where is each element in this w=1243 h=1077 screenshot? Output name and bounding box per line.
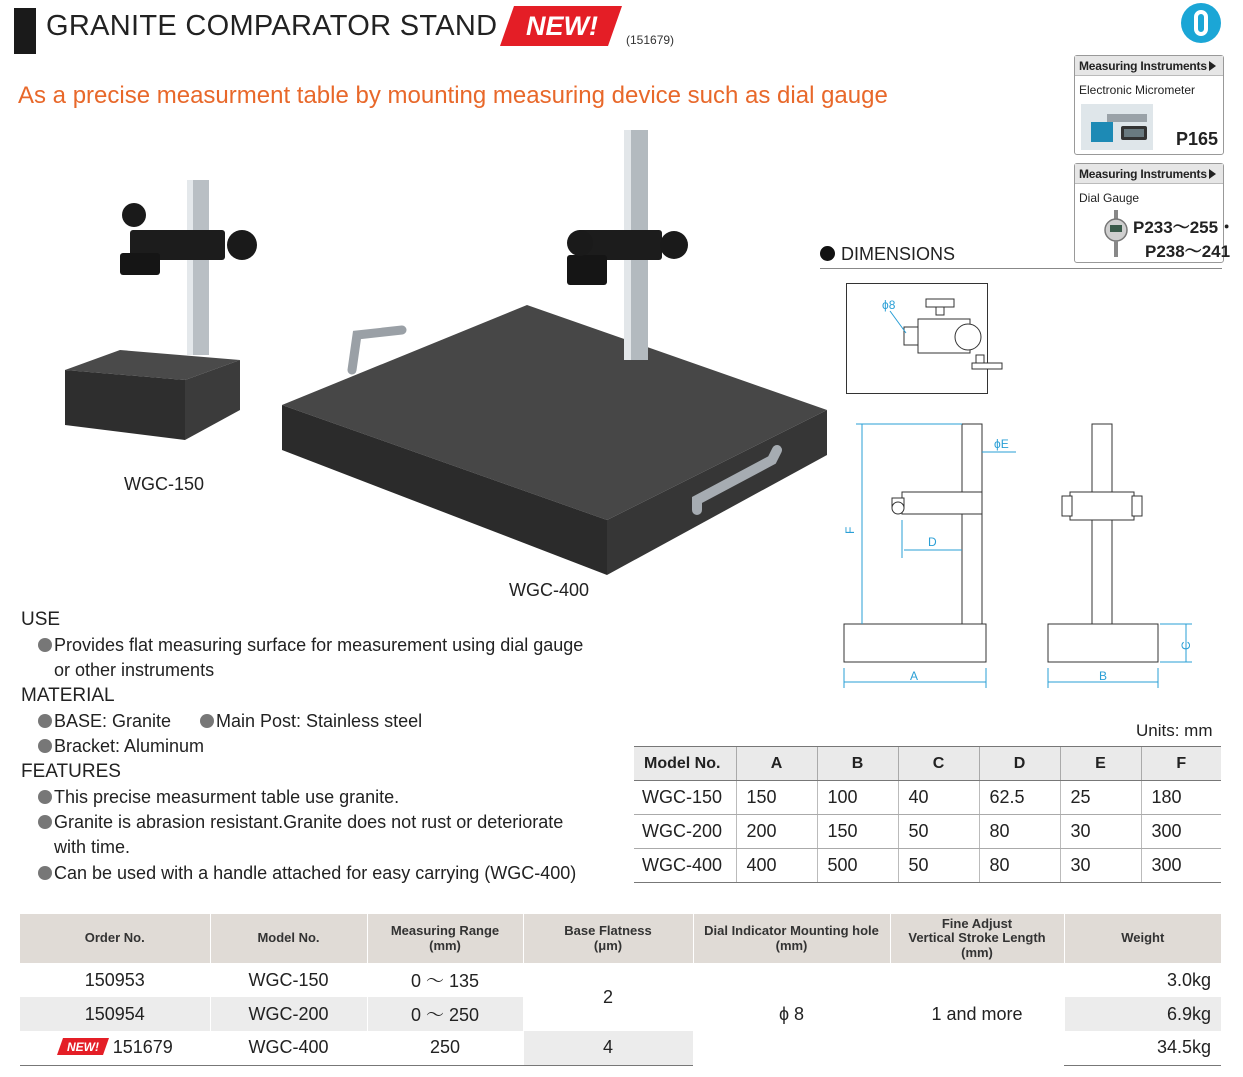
play-arrow-icon bbox=[1209, 61, 1216, 71]
svg-text:F: F bbox=[843, 526, 857, 534]
col-header-range: Measuring Range (mm) bbox=[367, 914, 523, 963]
ref-card-heading: Measuring Instruments bbox=[1075, 56, 1223, 76]
use-heading: USE bbox=[21, 609, 61, 630]
table-cell: 300 bbox=[1141, 815, 1221, 849]
order-number: 150953 bbox=[20, 963, 210, 997]
ref-card-name: Dial Gauge bbox=[1079, 191, 1140, 205]
svg-text:ϕ8: ϕ8 bbox=[882, 298, 896, 312]
model-number: WGC-150 bbox=[210, 963, 367, 997]
page-subtitle: As a precise measurment table by mounting measuring device such as dial gauge bbox=[18, 82, 888, 109]
table-cell: 30 bbox=[1060, 849, 1141, 883]
col-header-f: F bbox=[1141, 747, 1221, 781]
table-cell: 40 bbox=[898, 781, 979, 815]
col-header-model: Model No. bbox=[634, 747, 736, 781]
product-label-wgc400: WGC-400 bbox=[509, 580, 590, 600]
play-arrow-icon bbox=[1209, 169, 1216, 179]
col-header-a: A bbox=[736, 747, 817, 781]
model-number: WGC-200 bbox=[210, 997, 367, 1031]
feature-item: Granite is abrasion resistant.Granite does not rust or deteriorate bbox=[38, 812, 563, 833]
feature-item: Can be used with a handle attached for easy carrying (WGC-400) bbox=[38, 863, 576, 884]
features-heading: FEATURES bbox=[21, 761, 121, 782]
col-header-d: D bbox=[979, 747, 1060, 781]
dimension-diagram-front bbox=[838, 418, 1009, 693]
col-header-b: B bbox=[817, 747, 898, 781]
table-cell: 100 bbox=[817, 781, 898, 815]
order-number-cell bbox=[20, 1031, 210, 1065]
table-cell: WGC-150 bbox=[634, 781, 736, 815]
table-cell: 80 bbox=[979, 849, 1060, 883]
weight: 6.9kg bbox=[1064, 997, 1221, 1031]
mounting-hole: ϕ 8 bbox=[693, 963, 890, 1065]
weight: 3.0kg bbox=[1064, 963, 1221, 997]
material-base: BASE: Granite bbox=[38, 711, 171, 732]
ref-card-page: P165 bbox=[1176, 129, 1219, 149]
order-table bbox=[20, 914, 1221, 1066]
table-cell: 400 bbox=[736, 849, 817, 883]
table-header-row bbox=[20, 914, 1221, 963]
table-cell: 200 bbox=[736, 815, 817, 849]
bullet-icon bbox=[38, 638, 52, 652]
micrometer-icon bbox=[1081, 104, 1153, 150]
bullet-icon bbox=[38, 866, 52, 880]
units-label: Units: mm bbox=[1136, 721, 1213, 740]
order-ref: (151679) bbox=[626, 33, 675, 47]
svg-text:A: A bbox=[910, 669, 919, 683]
table-cell: WGC-200 bbox=[634, 815, 736, 849]
use-line-cont: or other instruments bbox=[54, 660, 215, 680]
table-cell: 50 bbox=[898, 815, 979, 849]
bullet-icon bbox=[38, 714, 52, 728]
ref-card-name: Electronic Micrometer bbox=[1079, 83, 1196, 97]
new-badge-small bbox=[57, 1038, 109, 1055]
measuring-range: 0 ～ 135 bbox=[367, 963, 523, 997]
table-cell: 25 bbox=[1060, 781, 1141, 815]
svg-text:C: C bbox=[1179, 641, 1193, 650]
product-image-wgc400 bbox=[282, 125, 827, 580]
title-accent-bar bbox=[14, 8, 36, 54]
bullet-icon bbox=[38, 739, 52, 753]
dimension-table bbox=[634, 746, 1221, 883]
svg-text:B: B bbox=[1099, 669, 1108, 683]
product-label-wgc150: WGC-150 bbox=[124, 474, 205, 494]
use-line: Provides flat measuring surface for measurement using dial gauge bbox=[38, 635, 583, 656]
dimensions-heading: DIMENSIONS bbox=[820, 244, 955, 265]
col-header-model: Model No. bbox=[210, 914, 367, 963]
col-header-order: Order No. bbox=[20, 914, 210, 963]
weight: 34.5kg bbox=[1064, 1031, 1221, 1065]
table-cell: WGC-400 bbox=[634, 849, 736, 883]
bullet-icon bbox=[38, 815, 52, 829]
svg-text:ϕE: ϕE bbox=[994, 437, 1009, 451]
table-row bbox=[634, 815, 1221, 849]
col-header-stroke: Fine Adjust Vertical Stroke Length (mm) bbox=[890, 914, 1064, 963]
svg-text:NEW!: NEW! bbox=[66, 1040, 99, 1055]
ref-card-heading: Measuring Instruments bbox=[1075, 164, 1223, 184]
col-header-flatness: Base Flatness (μm) bbox=[523, 914, 693, 963]
feature-item-cont: with time. bbox=[54, 837, 131, 857]
table-cell: 62.5 bbox=[979, 781, 1060, 815]
dimensions-rule bbox=[820, 268, 1222, 269]
table-cell: 150 bbox=[817, 815, 898, 849]
col-header-hole: Dial Indicator Mounting hole (mm) bbox=[693, 914, 890, 963]
dimension-diagram-side bbox=[1044, 418, 1222, 693]
table-cell: 30 bbox=[1060, 815, 1141, 849]
order-number: 150954 bbox=[20, 997, 210, 1031]
table-cell: 80 bbox=[979, 815, 1060, 849]
ref-card-page-line1: P233～255・ bbox=[1133, 218, 1236, 237]
ref-card-micrometer[interactable] bbox=[1074, 55, 1224, 155]
page-title: GRANITE COMPARATOR STAND bbox=[46, 10, 498, 42]
col-header-weight: Weight bbox=[1064, 914, 1221, 963]
base-flatness: 2 bbox=[523, 963, 693, 1031]
table-cell: 150 bbox=[736, 781, 817, 815]
feature-item: This precise measurment table use granite. bbox=[38, 787, 399, 808]
dimension-diagram-top bbox=[846, 283, 988, 394]
measuring-range: 250 bbox=[367, 1031, 523, 1065]
dial-gauge-icon bbox=[1103, 210, 1129, 260]
measuring-range: 0 ～ 250 bbox=[367, 997, 523, 1031]
table-header-row bbox=[634, 747, 1221, 781]
ref-card-dial-gauge[interactable] bbox=[1074, 163, 1236, 263]
table-cell: 300 bbox=[1141, 849, 1221, 883]
table-row bbox=[634, 781, 1221, 815]
order-number: 151679 bbox=[112, 1037, 173, 1058]
table-cell: 50 bbox=[898, 849, 979, 883]
bullet-icon bbox=[200, 714, 214, 728]
bullet-icon bbox=[820, 246, 835, 261]
svg-text:NEW!: NEW! bbox=[526, 11, 598, 41]
model-number: WGC-400 bbox=[210, 1031, 367, 1065]
table-cell: 180 bbox=[1141, 781, 1221, 815]
bullet-icon bbox=[38, 790, 52, 804]
material-bracket: Bracket: Aluminum bbox=[38, 736, 204, 757]
col-header-e: E bbox=[1060, 747, 1141, 781]
col-header-c: C bbox=[898, 747, 979, 781]
ref-card-page-line2: P238～241 bbox=[1145, 242, 1231, 261]
brand-logo-mark bbox=[1194, 10, 1208, 36]
svg-text:D: D bbox=[928, 535, 937, 549]
table-row bbox=[634, 849, 1221, 883]
table-row bbox=[20, 963, 1221, 997]
material-heading: MATERIAL bbox=[21, 685, 115, 706]
stroke-length: 1 and more bbox=[890, 963, 1064, 1065]
table-cell: 500 bbox=[817, 849, 898, 883]
material-post: Main Post: Stainless steel bbox=[200, 711, 422, 732]
product-image-wgc150 bbox=[60, 175, 260, 445]
base-flatness: 4 bbox=[523, 1031, 693, 1065]
new-badge bbox=[500, 6, 622, 46]
